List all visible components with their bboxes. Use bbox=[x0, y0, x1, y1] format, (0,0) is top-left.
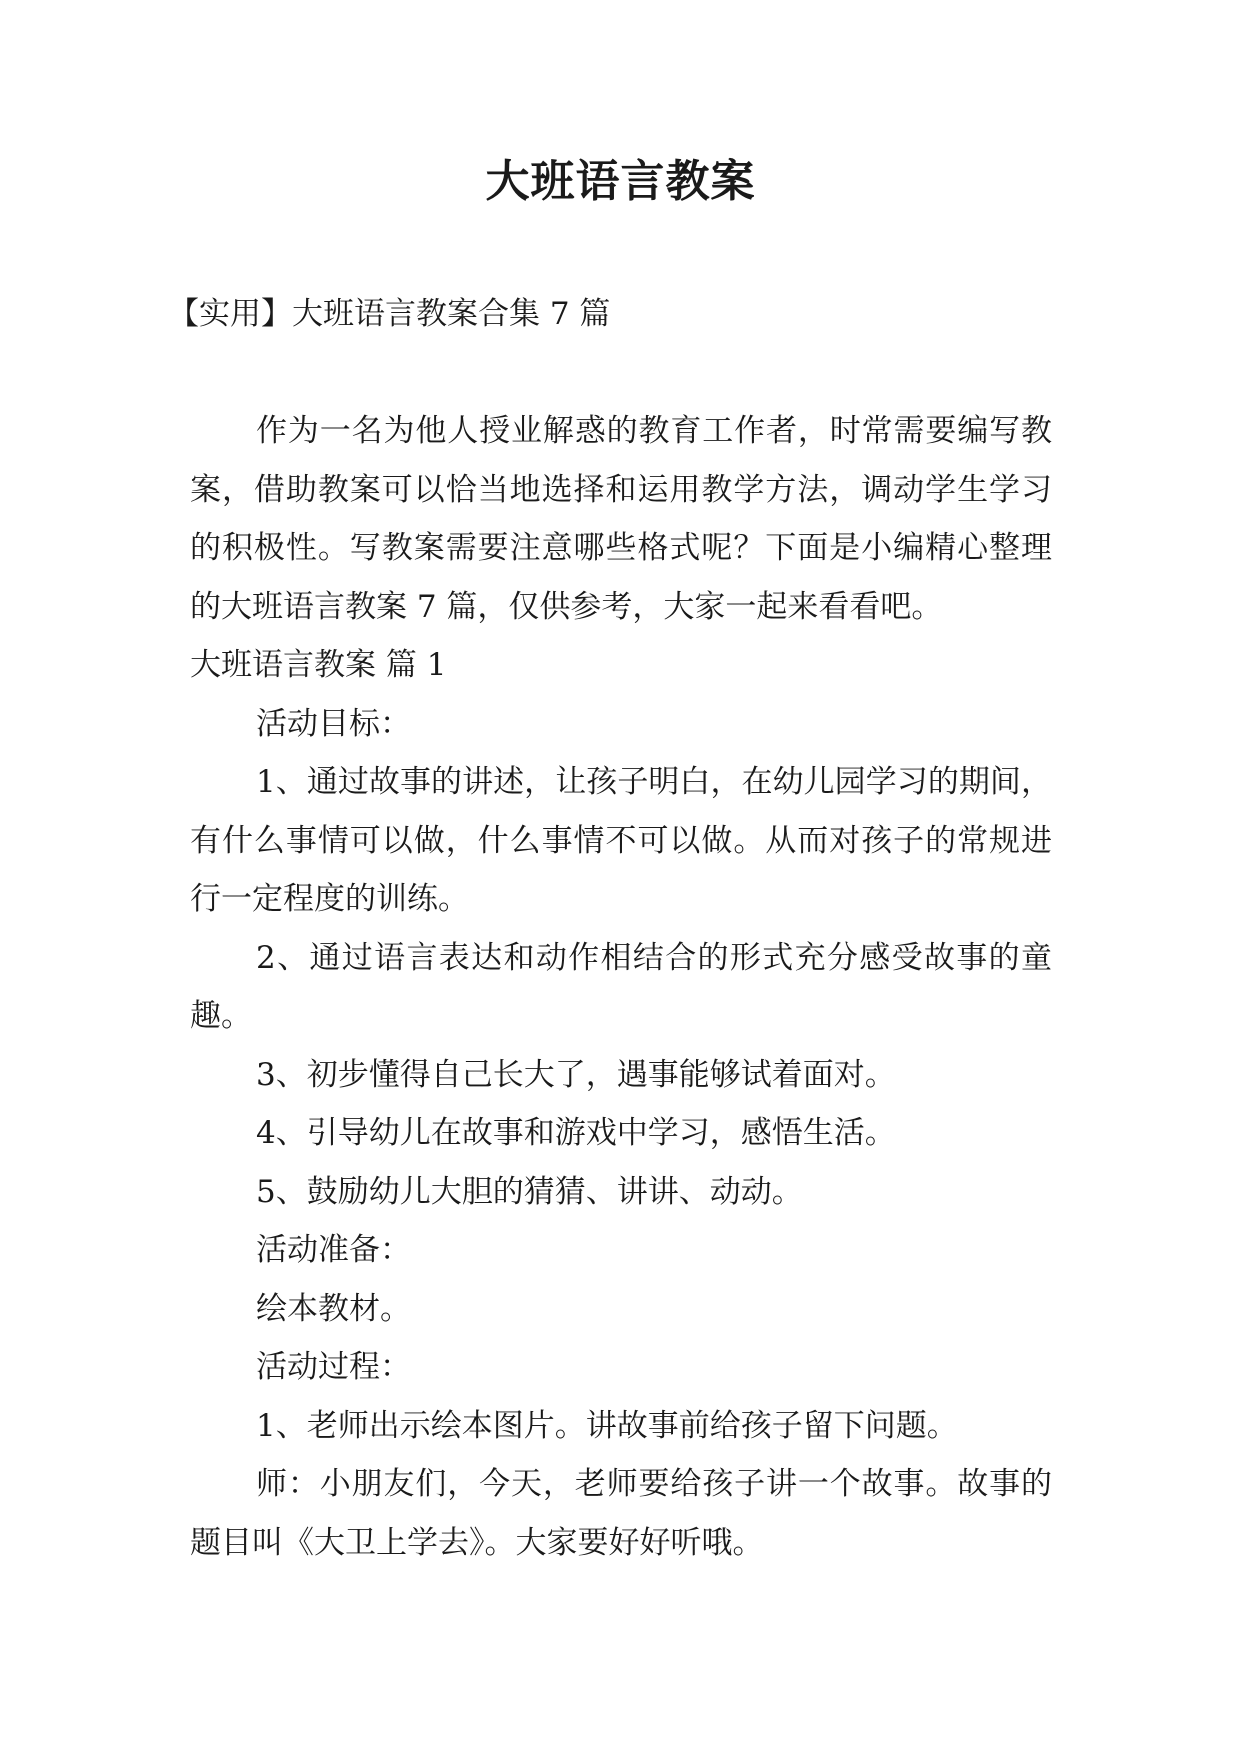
teacher-dialogue: 师：小朋友们，今天，老师要给孩子讲一个故事。故事的题目叫《大卫上学去》。大家要好好听哦。 bbox=[190, 1466, 1052, 1561]
goal-item-4: 4、引导幼儿在故事和游戏中学习，感悟生活。 bbox=[256, 1115, 896, 1151]
activity-prep-heading: 活动准备： bbox=[256, 1232, 411, 1268]
document-subtitle: 【实用】大班语言教案合集 7 篇 bbox=[168, 296, 611, 332]
activity-prep-text: 绘本教材。 bbox=[256, 1290, 411, 1327]
process-step-1: 1、老师出示绘本图片。讲故事前给孩子留下问题。 bbox=[256, 1407, 958, 1444]
document-title: 大班语言教案 bbox=[485, 156, 756, 207]
goal-item-1: 1、通过故事的讲述，让孩子明白，在幼儿园学习的期间，有什么事情可以做，什么事情不可以做。从而对孩子的常规进行一定程度的训练。 bbox=[190, 764, 1052, 917]
activity-process-heading: 活动过程： bbox=[256, 1349, 411, 1385]
goal-item-3: 3、初步懂得自己长大了，遇事能够试着面对。 bbox=[256, 1056, 896, 1093]
goal-item-5: 5、鼓励幼儿大胆的猜猜、讲讲、动动。 bbox=[256, 1173, 803, 1210]
section-heading: 大班语言教案 篇 1 bbox=[190, 647, 447, 683]
goal-item-2: 2、通过语言表达和动作相结合的形式充分感受故事的童趣。 bbox=[190, 939, 1052, 1034]
intro-paragraph: 作为一名为他人授业解惑的教育工作者，时常需要编写教案，借助教案可以恰当地选择和运用教学方法，调动学生学习的积极性。写教案需要注意哪些格式呢？下面是小编精心整理的大班语言教案 7 篇，仅供参考，大家一起来看看吧。 bbox=[190, 413, 1052, 625]
document-body bbox=[190, 402, 1052, 1572]
activity-goal-heading: 活动目标： bbox=[256, 705, 411, 742]
